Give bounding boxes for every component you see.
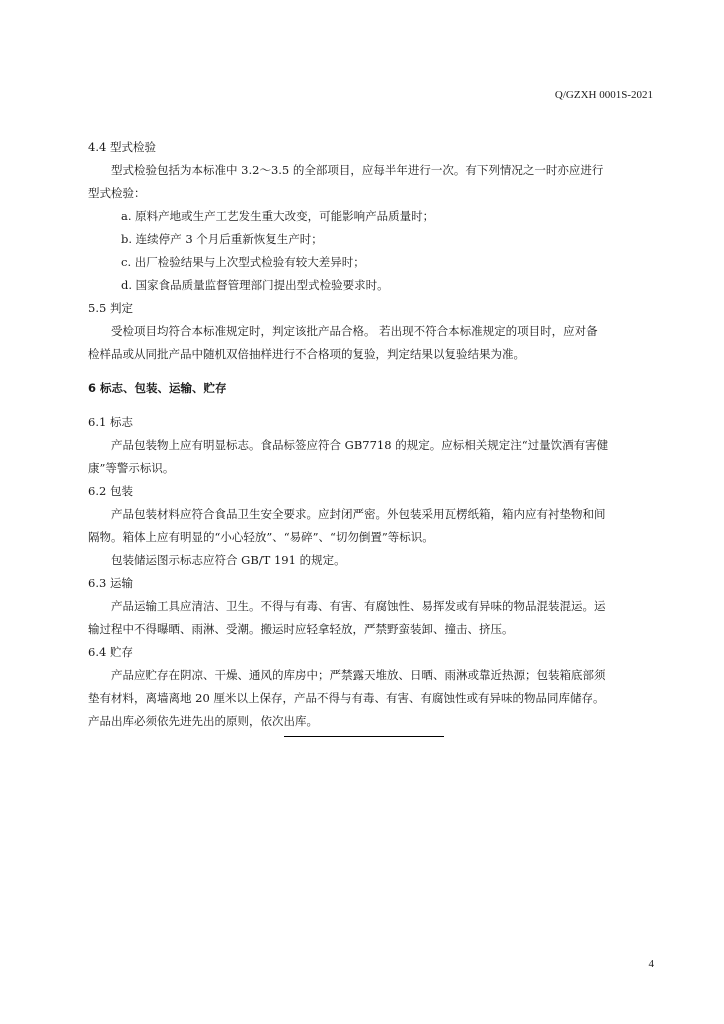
spacer — [88, 366, 656, 377]
page-number: 4 — [648, 958, 654, 970]
paragraph-line: 检样品或从同批产品中随机双倍抽样进行不合格项的复验，判定结果以复验结果为准。 — [88, 347, 525, 361]
section-6-heading: 6 标志、包装、运输、贮存 — [88, 381, 227, 395]
paragraph-line: 产品应贮存在阴凉、干燥、通风的库房中；严禁露天堆放、日晒、雨淋或靠近热源；包装箱底部须 — [111, 668, 606, 682]
paragraph-line: 康”等警示标识。 — [88, 461, 175, 475]
section-6-3-heading: 6.3 运输 — [88, 576, 133, 590]
paragraph-line: 产品包装物上应有明显标志。食品标签应符合 GB7718 的规定。应标相关规定注“过量饮酒有害健 — [111, 438, 609, 452]
document-code-header: Q/GZXH 0001S-2021 — [554, 89, 653, 101]
list-item: d. 国家食品质量监督管理部门提出型式检验要求时。 — [121, 278, 389, 292]
spacer — [88, 400, 656, 411]
list-item: c. 出厂检验结果与上次型式检验有较大差异时； — [121, 255, 365, 269]
paragraph-line: 型式检验： — [88, 186, 146, 200]
paragraph-line: 垫有材料，离墙离地 20 厘米以上保存，产品不得与有毒、有害、有腐蚀性或有异味的物品同库储存。 — [88, 691, 605, 705]
paragraph-line: 受检项目均符合本标准规定时，判定该批产品合格。 若出现不符合本标准规定的项目时，应对备 — [111, 324, 598, 338]
document-body — [88, 136, 656, 733]
paragraph-line: 包装储运图示标志应符合 GB/T 191 的规定。 — [111, 553, 346, 567]
paragraph-line: 产品包装材料应符合食品卫生安全要求。应封闭严密。外包装采用瓦楞纸箱，箱内应有衬垫物和间 — [111, 507, 606, 521]
section-6-1-heading: 6.1 标志 — [88, 415, 133, 429]
paragraph-line: 输过程中不得曝晒、雨淋、受潮。搬运时应轻拿轻放，严禁野蛮装卸、撞击、挤压。 — [88, 622, 514, 636]
list-item: a. 原料产地或生产工艺发生重大改变，可能影响产品质量时； — [121, 209, 435, 223]
list-item: b. 连续停产 3 个月后重新恢复生产时； — [121, 232, 323, 246]
section-5-5-heading: 5.5 判定 — [88, 301, 133, 315]
end-divider-line — [284, 736, 444, 737]
paragraph-line: 产品运输工具应清洁、卫生。不得与有毒、有害、有腐蚀性、易挥发或有异味的物品混装混运。运 — [111, 599, 606, 613]
section-6-2-heading: 6.2 包装 — [88, 484, 133, 498]
section-4-4-heading: 4.4 型式检验 — [88, 140, 156, 154]
paragraph-line: 型式检验包括为本标准中 3.2～3.5 的全部项目，应每半年进行一次。有下列情况之一时亦应进行 — [111, 163, 604, 177]
paragraph-line: 隔物。箱体上应有明显的“小心轻放”、“易碎”、“切勿倒置”等标识。 — [88, 530, 434, 544]
section-6-4-heading: 6.4 贮存 — [88, 645, 133, 659]
paragraph-line: 产品出库必须依先进先出的原则，依次出库。 — [88, 714, 318, 728]
